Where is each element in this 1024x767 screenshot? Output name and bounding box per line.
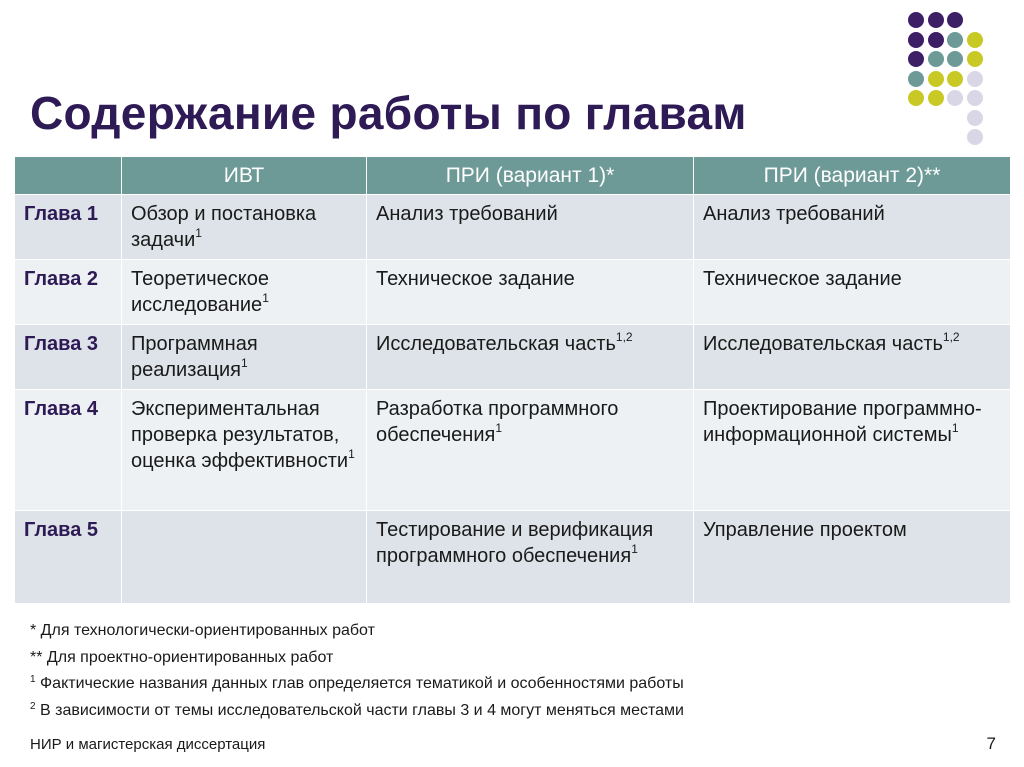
cell-text: Техническое задание (376, 268, 575, 290)
cell-text: Разработка программного обеспечения (376, 398, 619, 446)
pri2-cell (694, 511, 1011, 604)
table-row (15, 390, 1011, 511)
table-row (15, 195, 1011, 260)
decorative-dot (908, 90, 924, 106)
footnote-line (30, 671, 684, 698)
header-pri-variant-1: ПРИ (вариант 1)* (367, 157, 694, 195)
decorative-dot (928, 32, 944, 48)
header-pri-variant-2: ПРИ (вариант 2)** (694, 157, 1011, 195)
footnote-text: Для технологически-ориентированных работ (36, 622, 375, 639)
footnote-mark: 1 (631, 542, 638, 556)
cell-text: Исследовательская часть (703, 333, 943, 355)
pri2-cell (694, 390, 1011, 511)
cell-text: Теоретическое исследование (131, 268, 270, 316)
decorative-dot-grid (908, 12, 1020, 152)
decorative-dot (967, 71, 983, 87)
decorative-dot (947, 71, 963, 87)
decorative-dot (967, 32, 983, 48)
decorative-dot (947, 12, 963, 28)
pri1-cell (367, 195, 694, 260)
pri2-cell (694, 325, 1011, 390)
decorative-dot (908, 32, 924, 48)
decorative-dot (967, 51, 983, 67)
ivt-cell (122, 260, 367, 325)
decorative-dot (908, 12, 924, 28)
footnote-marker: 2 (30, 700, 36, 712)
footnote-line (30, 645, 684, 672)
chapter-label: Глава 4 (15, 390, 122, 511)
decorative-dot (908, 71, 924, 87)
cell-text: Управление проектом (703, 519, 907, 541)
pri2-cell (694, 195, 1011, 260)
chapter-label: Глава 5 (15, 511, 122, 604)
table-header-row (15, 157, 1011, 195)
decorative-dot (928, 12, 944, 28)
footnote-line (30, 618, 684, 645)
footnote-marker: ** (30, 648, 43, 666)
decorative-dot (947, 90, 963, 106)
pri1-cell (367, 260, 694, 325)
footnote-text: Для проектно-ориентированных работ (42, 648, 334, 666)
cell-text: Анализ требований (376, 203, 558, 225)
footnotes (30, 618, 684, 724)
cell-text: Техническое задание (703, 268, 902, 290)
ivt-cell (122, 511, 367, 604)
decorative-dot (967, 129, 983, 145)
header-ivt: ИВТ (122, 157, 367, 195)
decorative-dot (928, 51, 944, 67)
table-row (15, 325, 1011, 390)
table-row (15, 260, 1011, 325)
ivt-cell (122, 325, 367, 390)
footnote-mark: 1 (262, 291, 269, 305)
footnote-text: В зависимости от темы исследовательской части главы 3 и 4 могут меняться местами (35, 701, 684, 719)
page-number: 7 (986, 734, 996, 753)
cell-text: Анализ требований (703, 203, 885, 225)
pri2-cell (694, 260, 1011, 325)
footnote-mark: 1,2 (615, 330, 633, 344)
footnote-mark: 1,2 (942, 330, 960, 344)
cell-text: Программная реализация (131, 333, 258, 381)
decorative-dot (928, 90, 944, 106)
decorative-dot (967, 90, 983, 106)
footnote-mark: 1 (240, 356, 248, 370)
footnote-line (30, 698, 684, 725)
chapter-label: Глава 1 (15, 195, 122, 260)
footnote-mark: 1 (951, 421, 959, 435)
footnote-mark: 1 (348, 447, 355, 461)
footnote-text: Фактические названия данных глав определяется тематикой и особенностями работы (35, 675, 684, 692)
ivt-cell (122, 390, 367, 511)
decorative-dot (947, 51, 963, 67)
slide-title: Содержание работы по главам (30, 87, 747, 139)
footnote-marker: 1 (30, 674, 36, 685)
cell-text: Экспериментальная проверка результатов, оценка эффективности (131, 398, 349, 472)
slide-footer: НИР и магистерская диссертация (30, 736, 266, 753)
decorative-dot (928, 71, 944, 87)
decorative-dot (908, 51, 924, 67)
footnote-mark: 1 (495, 421, 503, 435)
cell-text: Тестирование и верификация программного обеспечения (376, 519, 654, 567)
chapter-label: Глава 3 (15, 325, 122, 390)
pri1-cell (367, 511, 694, 604)
chapters-table (14, 156, 1011, 604)
pri1-cell (367, 325, 694, 390)
cell-text: Проектирование программно-информационной системы (703, 398, 982, 446)
ivt-cell (122, 195, 367, 260)
footnote-marker: * (30, 622, 37, 639)
decorative-dot (967, 110, 983, 126)
pri1-cell (367, 390, 694, 511)
cell-text: Обзор и постановка задачи (131, 203, 317, 251)
chapter-label: Глава 2 (15, 260, 122, 325)
footnote-mark: 1 (195, 226, 202, 240)
table-row (15, 511, 1011, 604)
header-empty-cell (15, 157, 122, 195)
cell-text: Исследовательская часть (376, 333, 616, 355)
decorative-dot (947, 32, 963, 48)
